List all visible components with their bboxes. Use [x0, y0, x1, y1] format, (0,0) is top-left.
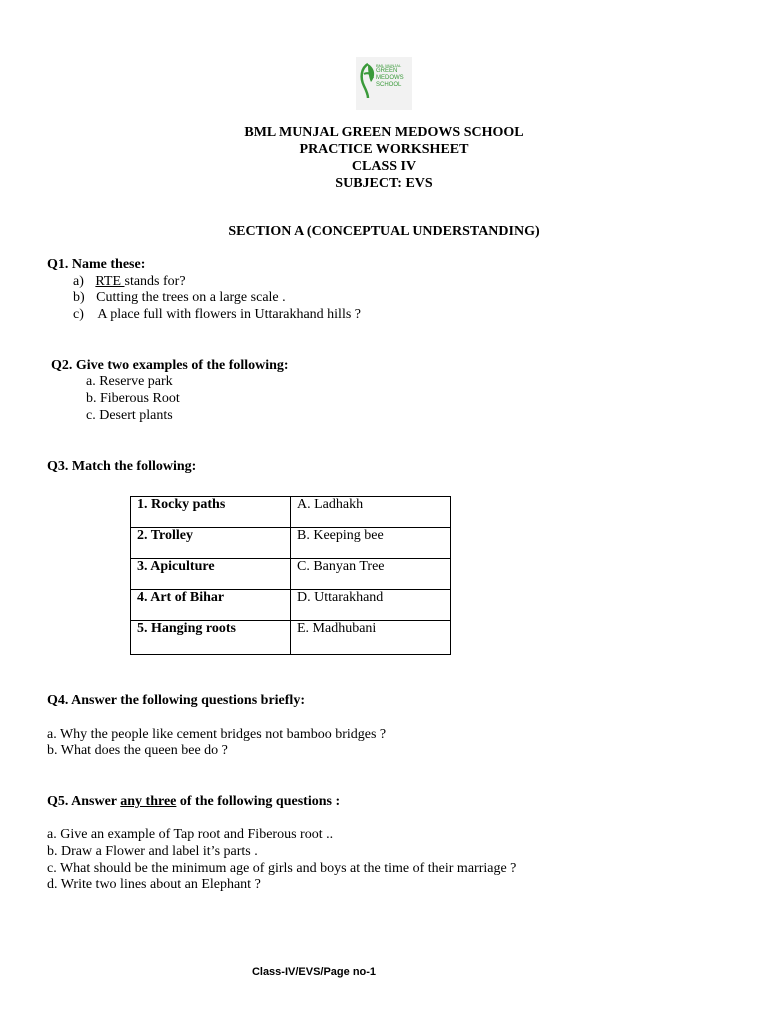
- q5-title-prefix: Q5. Answer: [47, 794, 121, 809]
- table-row: [131, 528, 451, 559]
- table-row: [131, 590, 451, 621]
- q3-title: Q3. Match the following:: [47, 459, 197, 474]
- match-left-cell: 2. Trolley: [131, 528, 291, 559]
- match-right-cell: D. Uttarakhand: [291, 590, 451, 621]
- q5-item-b: b. Draw a Flower and label it’s parts .: [47, 844, 258, 859]
- q1-item-a-rest: stands for?: [124, 274, 186, 289]
- q1-item-c-marker: c): [73, 307, 84, 322]
- q2-item-c: c. Desert plants: [86, 408, 173, 423]
- section-title: SECTION A (CONCEPTUAL UNDERSTANDING): [228, 224, 540, 239]
- q2-item-a: a. Reserve park: [86, 374, 173, 389]
- table-row: [131, 621, 451, 655]
- q1-item-c-text: A place full with flowers in Uttarakhand hills ?: [97, 307, 361, 322]
- worksheet-title: PRACTICE WORKSHEET: [299, 142, 469, 157]
- logo-text: [376, 63, 404, 89]
- logo-line-4: SCHOOL: [376, 82, 402, 88]
- leaf-icon: [359, 60, 377, 100]
- q4-item-b: b. What does the queen bee do ?: [47, 743, 228, 758]
- q1-item-b-marker: b): [73, 290, 85, 305]
- subject-label: SUBJECT: EVS: [335, 176, 433, 191]
- logo-line-3: MEDOWS: [376, 75, 404, 81]
- match-right-cell: B. Keeping bee: [291, 528, 451, 559]
- school-name: BML MUNJAL GREEN MEDOWS SCHOOL: [244, 125, 524, 140]
- table-row: [131, 497, 451, 528]
- q1-item-b: [73, 290, 286, 306]
- q5-item-d: d. Write two lines about an Elephant ?: [47, 877, 261, 892]
- q5-item-a: a. Give an example of Tap root and Fiberous root ..: [47, 827, 334, 842]
- match-left-cell: 5. Hanging roots: [131, 621, 291, 655]
- q1-item-a-underlined: RTE: [95, 274, 125, 289]
- header: [0, 124, 768, 192]
- q4-item-a: a. Why the people like cement bridges not bamboo bridges ?: [47, 727, 387, 742]
- class-label: CLASS IV: [351, 159, 417, 174]
- table-row: [131, 559, 451, 590]
- q1-item-b-text: Cutting the trees on a large scale .: [96, 290, 286, 305]
- match-right-cell: C. Banyan Tree: [291, 559, 451, 590]
- logo-line-2: GREEN: [376, 68, 398, 74]
- q5-title-underlined: any three: [120, 794, 177, 809]
- q5-item-c: c. What should be the minimum age of girls and boys at the time of their marriage ?: [47, 861, 517, 876]
- q1-item-a: [73, 274, 186, 290]
- q1-item-c: [73, 307, 361, 323]
- match-right-cell: A. Ladhakh: [291, 497, 451, 528]
- q1-title: Q1. Name these:: [47, 257, 146, 272]
- match-left-cell: 4. Art of Bihar: [131, 590, 291, 621]
- q5-title-suffix: of the following questions :: [176, 794, 341, 809]
- q2-title: Q2. Give two examples of the following:: [51, 358, 289, 373]
- page-footer: Class-IV/EVS/Page no-1: [251, 966, 377, 978]
- match-table: [130, 496, 451, 655]
- q1-item-a-marker: a): [73, 274, 84, 289]
- q2-item-b: b. Fiberous Root: [86, 391, 180, 406]
- match-left-cell: 1. Rocky paths: [131, 497, 291, 528]
- q4-title: Q4. Answer the following questions briefly:: [47, 693, 305, 708]
- logo-line-1: BML MUNJAL: [376, 63, 402, 68]
- match-left-cell: 3. Apiculture: [131, 559, 291, 590]
- match-right-cell: E. Madhubani: [291, 621, 451, 655]
- school-logo: [356, 57, 412, 110]
- q5-title: [47, 794, 340, 810]
